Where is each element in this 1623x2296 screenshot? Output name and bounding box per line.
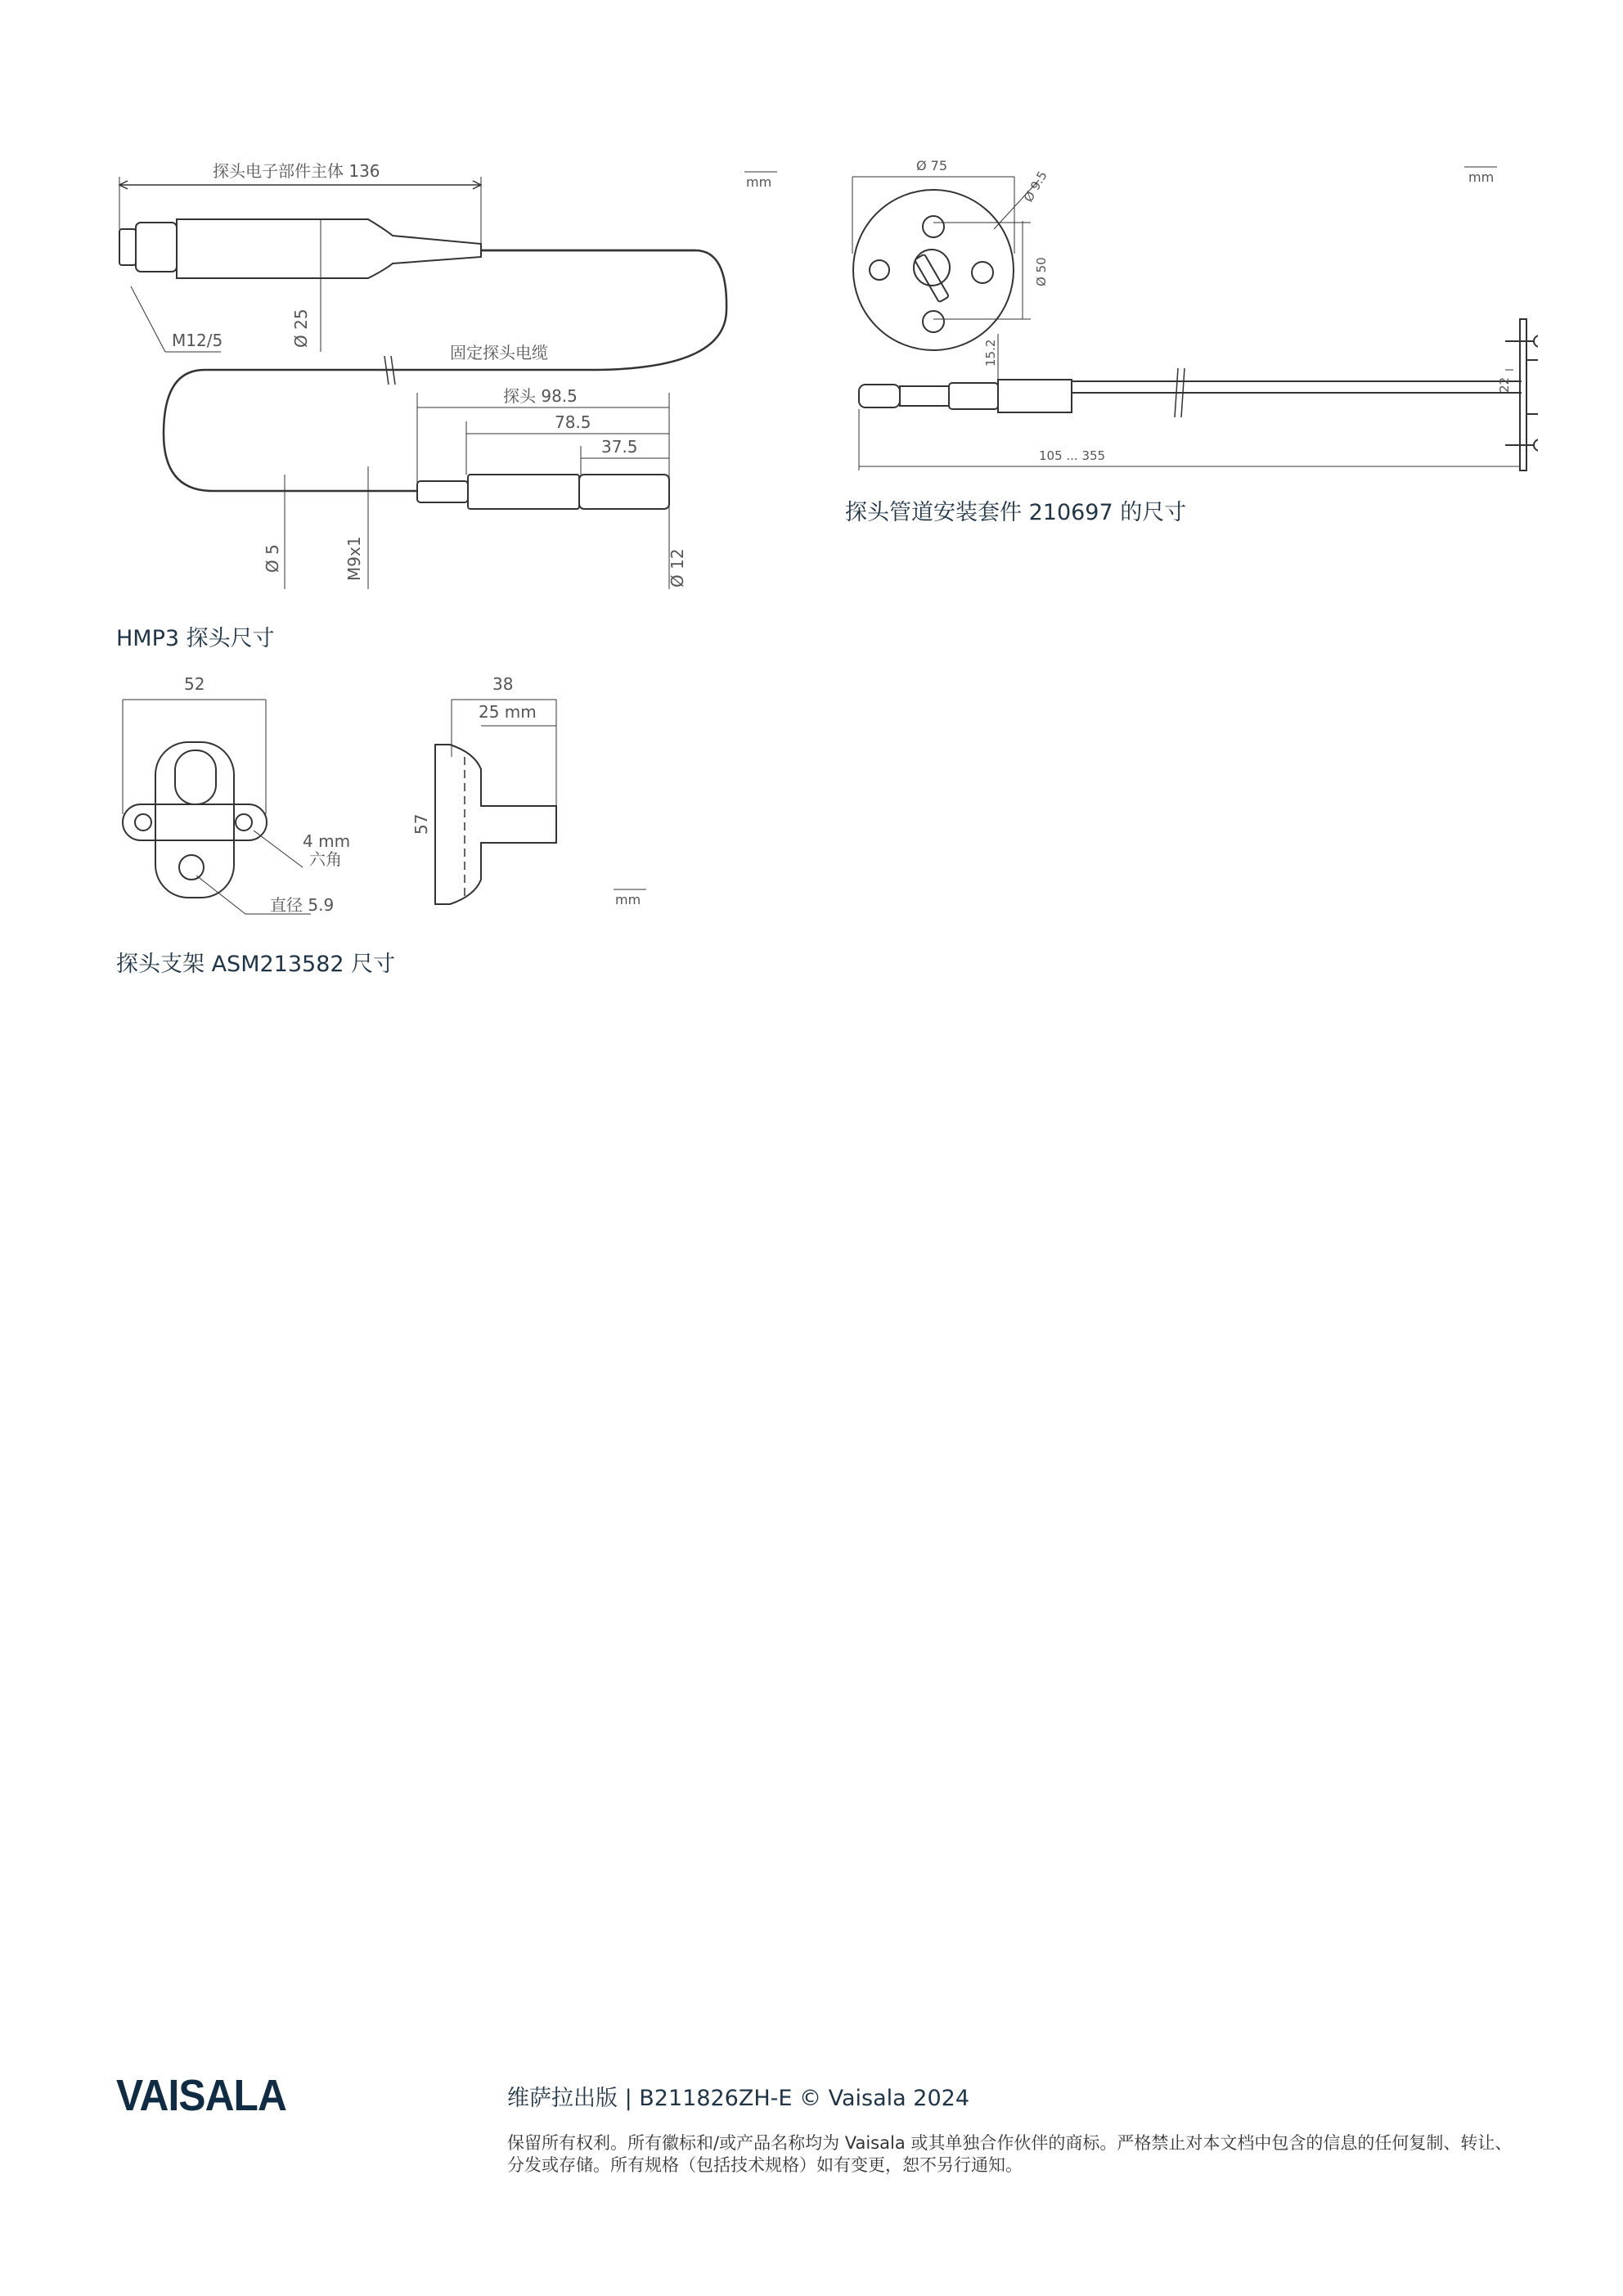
vaisala-logo: VAISALA — [116, 2071, 286, 2120]
hex-size: 4 mm — [303, 831, 351, 851]
caption-duct: 探头管道安装套件 210697 的尺寸 — [845, 500, 1187, 525]
dim-152: 15.2 — [983, 339, 998, 367]
dim-d12: Ø 12 — [668, 548, 687, 588]
dim-375: 37.5 — [601, 437, 638, 457]
dim-785: 78.5 — [555, 412, 591, 432]
dim-22: 22 — [1497, 376, 1512, 393]
dim-dia: 直径 5.9 — [270, 895, 335, 915]
dim-range: 105 ... 355 — [1039, 448, 1106, 463]
probe-holder-drawing — [115, 675, 671, 921]
dim-25: 25 mm — [479, 702, 537, 722]
dim-57: 57 — [411, 813, 431, 835]
dim-m9: M9x1 — [344, 536, 364, 581]
dim-38: 38 — [492, 675, 514, 694]
unit-mm-2: mm — [1468, 169, 1495, 185]
dim-probe-985: 探头 98.5 — [503, 386, 578, 406]
dim-d5: Ø 5 — [263, 544, 282, 573]
caption-hmp3: HMP3 探头尺寸 — [116, 626, 275, 651]
unit-mm-3: mm — [615, 892, 641, 907]
dim-52: 52 — [184, 675, 205, 694]
dim-d75: Ø 75 — [916, 158, 948, 173]
dim-body-136: 探头电子部件主体 136 — [213, 161, 380, 181]
dim-d50: Ø 50 — [1034, 257, 1049, 286]
duct-kit-drawing — [834, 147, 1538, 491]
hex-label: 六角 — [309, 849, 342, 869]
cable-label: 固定探头电缆 — [450, 343, 548, 362]
legal-notice: 保留所有权利。所有徽标和/或产品名称均为 Vaisala 或其单独合作伙伴的商标。严格禁止对本文档中包含的信息的任何复制、转让、分发或存储。所有规格（包括技术规格）如有变更，恕不另行通知。 — [507, 2133, 1513, 2175]
unit-mm-1: mm — [746, 174, 772, 190]
dim-d25: Ø 25 — [291, 308, 311, 348]
hmp3-probe-drawing — [106, 147, 777, 606]
dim-m12: M12/5 — [172, 331, 223, 350]
publication-info: 维萨拉出版 | B211826ZH-E © Vaisala 2024 — [507, 2086, 969, 2111]
dim-d95: Ø 9.5 — [1020, 168, 1050, 205]
caption-holder: 探头支架 ASM213582 尺寸 — [116, 952, 396, 977]
